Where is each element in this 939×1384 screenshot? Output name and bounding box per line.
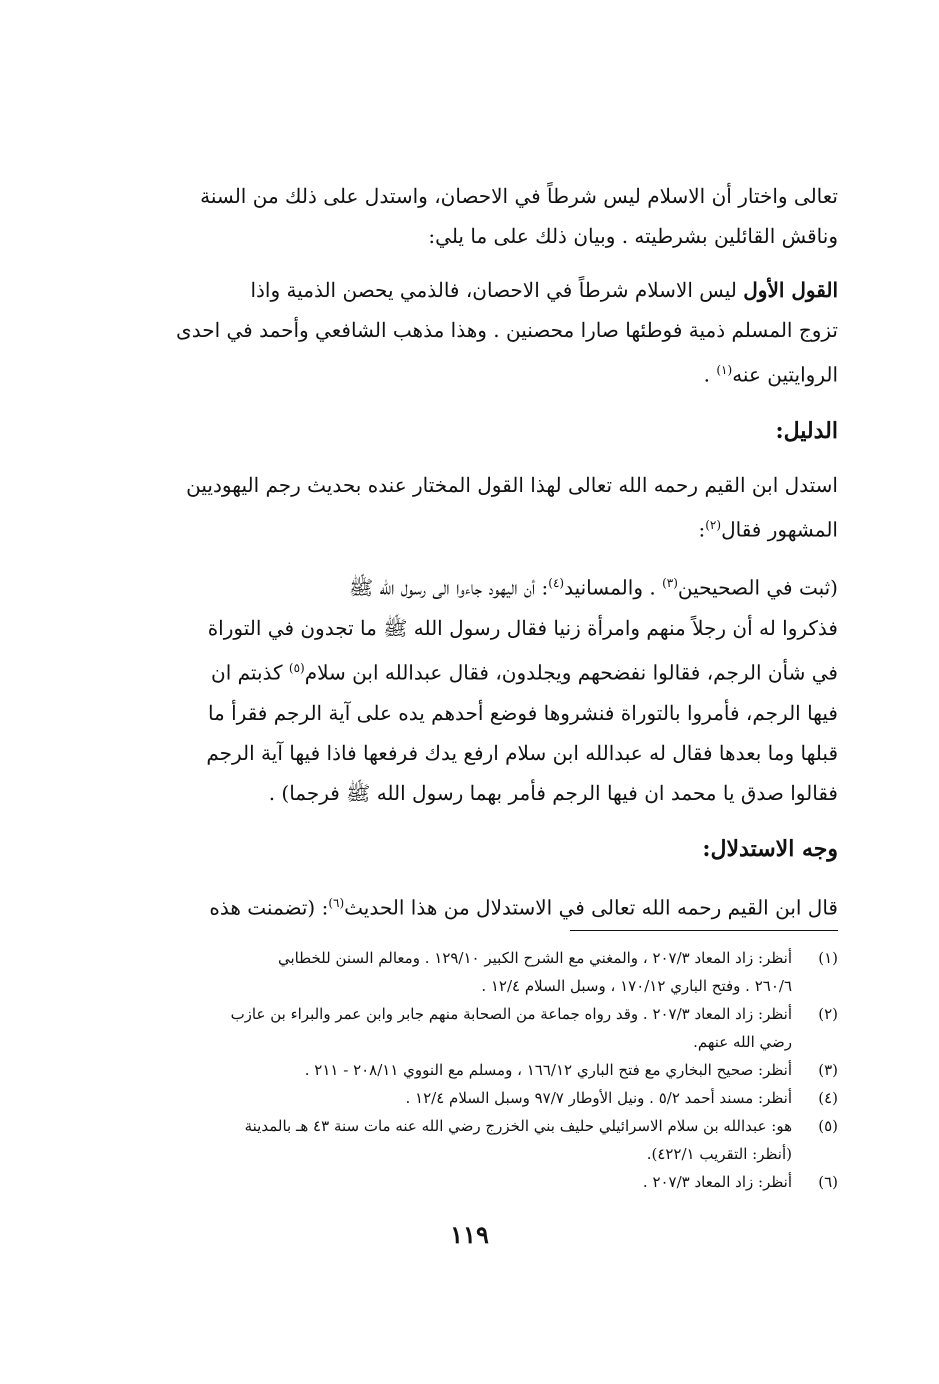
evidence-line: [138, 505, 838, 550]
footnote: [138, 1112, 838, 1168]
first-opinion-end: .: [703, 362, 717, 387]
footnote-continuation: (أنظر: التقريب ٤٢٢/١).: [646, 1145, 792, 1163]
footnote-number: (١): [818, 949, 838, 967]
inference-text: : (تضمنت هذه: [209, 895, 329, 920]
hadith-line: [138, 648, 838, 693]
main-text: [138, 176, 838, 941]
evidence-line: استدل ابن القيم رحمه الله تعالى لهذا القول المختار عنده بحديث رجم اليهوديين: [186, 472, 838, 497]
footnote-text: أنظر: زاد المعاد ٢٠٧/٣ .: [642, 1173, 792, 1191]
footnote: [138, 1084, 838, 1112]
footnote-ref: (٤): [548, 576, 565, 591]
footnote-number: (٤): [818, 1089, 838, 1107]
footnote-number: (٥): [818, 1117, 838, 1135]
footnote: [138, 1168, 838, 1196]
first-opinion-line: [138, 350, 838, 395]
footnote: [138, 944, 838, 1000]
footnote-number: (٣): [818, 1061, 838, 1079]
footnote-separator: [570, 930, 838, 931]
hadith-line: فيها الرجم، فأمروا بالتوراة فنشروها فوضع أحدهم يده على آية الرجم فقرأ ما: [207, 700, 838, 725]
page-number: ١١٩: [450, 1220, 489, 1249]
inference-text: قال ابن القيم رحمه الله تعالى في الاستدلال من هذا الحديث: [344, 895, 838, 920]
hadith-paragraph: [138, 563, 838, 812]
evidence-paragraph: [138, 465, 838, 550]
footnote: [138, 1056, 838, 1084]
evidence-colon: :: [698, 517, 706, 542]
inference-paragraph: [138, 883, 838, 928]
hadith-text: . والمسانيد: [564, 575, 663, 600]
first-opinion-text: الروايتين عنه: [732, 362, 838, 387]
footnote-ref: (٢): [705, 517, 722, 532]
footnote-continuation: ٢٦٠/٦ . وفتح الباري ١٧٠/١٢ ، وسبل السلام ١٢/٤ .: [481, 977, 792, 995]
hadith-line: قبلها وما بعدها فقال له عبدالله ابن سلام ارفع يدك فرفعها فاذا فيها آية الرجم: [206, 740, 838, 765]
footnote-text: أنظر: صحيح البخاري مع فتح الباري ١٦٦/١٢ ، ومسلم مع النووي ٢٠٨/١١ - ٢١١ .: [304, 1061, 792, 1079]
footnote-ref: (٥): [288, 660, 305, 675]
footnote-text: أنظر: زاد المعاد ٢٠٧/٣ ، والمغني مع الشرح الكبير ١٢٩/١٠ . ومعالم السنن للخطابي: [277, 949, 792, 967]
intro-line: تعالى واختار أن الاسلام ليس شرطاً في الاحصان، واستدل على ذلك من السنة: [200, 184, 838, 208]
evidence-text: المشهور فقال: [721, 517, 838, 542]
hadith-text: : أن اليهود جاءوا الى رسول الله ﷺ: [348, 575, 549, 600]
hadith-line: [138, 563, 838, 608]
inference-heading: وجه الاستدلال:: [702, 835, 838, 862]
inference-line: [138, 883, 838, 928]
hadith-line: فقالوا صدق يا محمد ان فيها الرجم فأمر بهما رسول الله ﷺ فرجما) .: [268, 780, 838, 805]
footnote: [138, 1000, 838, 1056]
hadith-text: (ثبت في الصحيحين: [677, 575, 838, 600]
hadith-line: فذكروا له أن رجلاً منهم وامرأة زنيا فقال رسول الله ﷺ ما تجدون في التوراة: [207, 615, 838, 640]
footnote-number: (٦): [818, 1173, 838, 1191]
footnote-continuation: رضي الله عنهم.: [693, 1033, 792, 1051]
hadith-text: في شأن الرجم، فقالوا نفضحهم ويجلدون، فقال عبدالله ابن سلام: [304, 660, 838, 685]
evidence-heading: الدليل:: [775, 417, 838, 444]
intro-line: وناقش القائلين بشرطيته . وبيان ذلك على ما يلي:: [428, 224, 838, 248]
hadith-text: كذبتم ان: [211, 660, 289, 685]
footnote-ref: (٣): [662, 576, 678, 591]
footnote-text: أنظر: زاد المعاد ٢٠٧/٣ . وقد رواه جماعة من الصحابة منهم جابر وابن عمر والبراء بن عازب: [230, 1005, 792, 1023]
footnote-number: (٢): [818, 1005, 838, 1023]
footnote-text: أنظر: مسند أحمد ٥/٢ . ونيل الأوطار ٩٧/٧ وسبل السلام ١٢/٤ .: [405, 1089, 792, 1107]
footnote-ref: (٦): [328, 895, 345, 910]
first-opinion-line: [138, 270, 838, 310]
first-opinion-paragraph: [138, 270, 838, 395]
first-opinion-label: القول الأول: [743, 278, 838, 302]
first-opinion-line: تزوج المسلم ذمية فوطئها صارا محصنين . وهذا مذهب الشافعي وأحمد في احدى: [176, 318, 838, 342]
footnotes: [138, 944, 838, 1196]
first-opinion-text: ليس الاسلام شرطاً في الاحصان، فالذمي يحصن الذمية واذا: [250, 278, 737, 302]
footnote-ref: (١): [716, 363, 733, 377]
intro-paragraph: [138, 176, 838, 256]
footnote-text: هو: عبدالله بن سلام الاسرائيلي حليف بني الخزرج رضي الله عنه مات سنة ٤٣ هـ بالمدينة: [244, 1117, 792, 1135]
